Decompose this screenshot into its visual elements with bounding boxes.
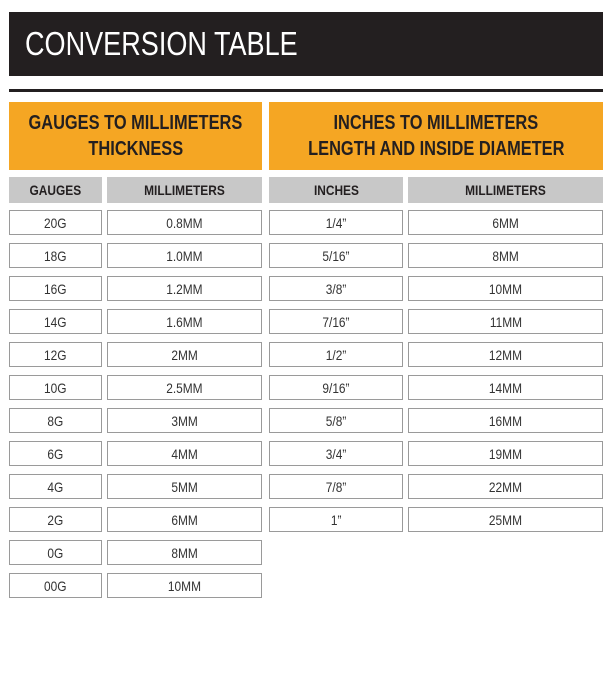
millimeters-cell: 6MM <box>107 507 262 532</box>
gauge-cell: 2G <box>9 507 102 532</box>
divider-rule <box>9 89 603 92</box>
inch-cell: 5/8” <box>269 408 403 433</box>
inch-table-row <box>269 441 603 474</box>
gauges-heading-line1: GAUGES TO MILLIMETERS <box>28 112 243 134</box>
gauge-cell: 12G <box>9 342 102 367</box>
gauge-table-row <box>9 309 262 342</box>
gauge-table-row <box>9 375 262 408</box>
millimeters-cell: 4MM <box>107 441 262 466</box>
gauge-table-row <box>9 210 262 243</box>
inches-heading-line2: LENGTH AND INSIDE DIAMETER <box>307 138 565 160</box>
millimeters-cell: 3MM <box>107 408 262 433</box>
millimeters-cell: 1.0MM <box>107 243 262 268</box>
inch-cell: 5/16” <box>269 243 403 268</box>
inch-cell: 1” <box>269 507 403 532</box>
title-bar <box>9 12 603 76</box>
inches-column-header: INCHES <box>269 177 403 203</box>
gauges-panel <box>9 102 262 606</box>
millimeters-cell: 14MM <box>408 375 603 400</box>
millimeters-cell: 1.2MM <box>107 276 262 301</box>
millimeters-cell: 8MM <box>107 540 262 565</box>
inch-cell: 9/16” <box>269 375 403 400</box>
millimeters-cell: 19MM <box>408 441 603 466</box>
millimeters-cell: 0.8MM <box>107 210 262 235</box>
inch-cell: 3/4” <box>269 441 403 466</box>
inch-cell: 7/8” <box>269 474 403 499</box>
inches-panel <box>269 102 603 540</box>
millimeters-cell: 1.6MM <box>107 309 262 334</box>
millimeters-column-header: MILLIMETERS <box>408 177 603 203</box>
millimeters-cell: 16MM <box>408 408 603 433</box>
millimeters-cell: 5MM <box>107 474 262 499</box>
gauge-table-row <box>9 243 262 276</box>
inch-cell: 3/8” <box>269 276 403 301</box>
inches-header-row <box>269 177 603 206</box>
gauge-cell: 00G <box>9 573 102 598</box>
gauge-cell: 20G <box>9 210 102 235</box>
gauge-cell: 0G <box>9 540 102 565</box>
millimeters-cell: 10MM <box>107 573 262 598</box>
inch-table-row <box>269 276 603 309</box>
gauge-cell: 4G <box>9 474 102 499</box>
gauges-header-row <box>9 177 262 206</box>
millimeters-cell: 2.5MM <box>107 375 262 400</box>
gauge-table-row <box>9 408 262 441</box>
gauge-table-row <box>9 474 262 507</box>
millimeters-cell: 8MM <box>408 243 603 268</box>
millimeters-cell: 11MM <box>408 309 603 334</box>
millimeters-cell: 25MM <box>408 507 603 532</box>
inch-table-row <box>269 309 603 342</box>
millimeters-cell: 2MM <box>107 342 262 367</box>
gauge-table-row <box>9 540 262 573</box>
millimeters-cell: 10MM <box>408 276 603 301</box>
inch-table-row <box>269 474 603 507</box>
gauge-table-row <box>9 276 262 309</box>
gauge-cell: 8G <box>9 408 102 433</box>
gauge-cell: 6G <box>9 441 102 466</box>
millimeters-cell: 22MM <box>408 474 603 499</box>
inch-table-row <box>269 243 603 276</box>
inch-cell: 1/4” <box>269 210 403 235</box>
inches-heading-line1: INCHES TO MILLIMETERS <box>333 112 539 134</box>
millimeters-column-header: MILLIMETERS <box>107 177 262 203</box>
gauges-heading-line2: THICKNESS <box>88 138 183 160</box>
gauge-cell: 10G <box>9 375 102 400</box>
inch-table-row <box>269 342 603 375</box>
gauge-table-row <box>9 342 262 375</box>
inches-panel-heading <box>269 102 603 170</box>
inch-table-row <box>269 408 603 441</box>
gauge-cell: 18G <box>9 243 102 268</box>
page-title: CONVERSION TABLE <box>25 25 298 62</box>
millimeters-cell: 12MM <box>408 342 603 367</box>
gauges-table-body <box>9 210 262 606</box>
gauge-table-row <box>9 573 262 606</box>
gauge-cell: 16G <box>9 276 102 301</box>
gauge-cell: 14G <box>9 309 102 334</box>
inch-table-row <box>269 210 603 243</box>
gauge-table-row <box>9 507 262 540</box>
inch-table-row <box>269 507 603 540</box>
gauges-panel-heading <box>9 102 262 170</box>
gauges-column-header: GAUGES <box>9 177 102 203</box>
inch-cell: 1/2” <box>269 342 403 367</box>
inches-table-body <box>269 210 603 540</box>
inch-table-row <box>269 375 603 408</box>
inch-cell: 7/16” <box>269 309 403 334</box>
millimeters-cell: 6MM <box>408 210 603 235</box>
gauge-table-row <box>9 441 262 474</box>
